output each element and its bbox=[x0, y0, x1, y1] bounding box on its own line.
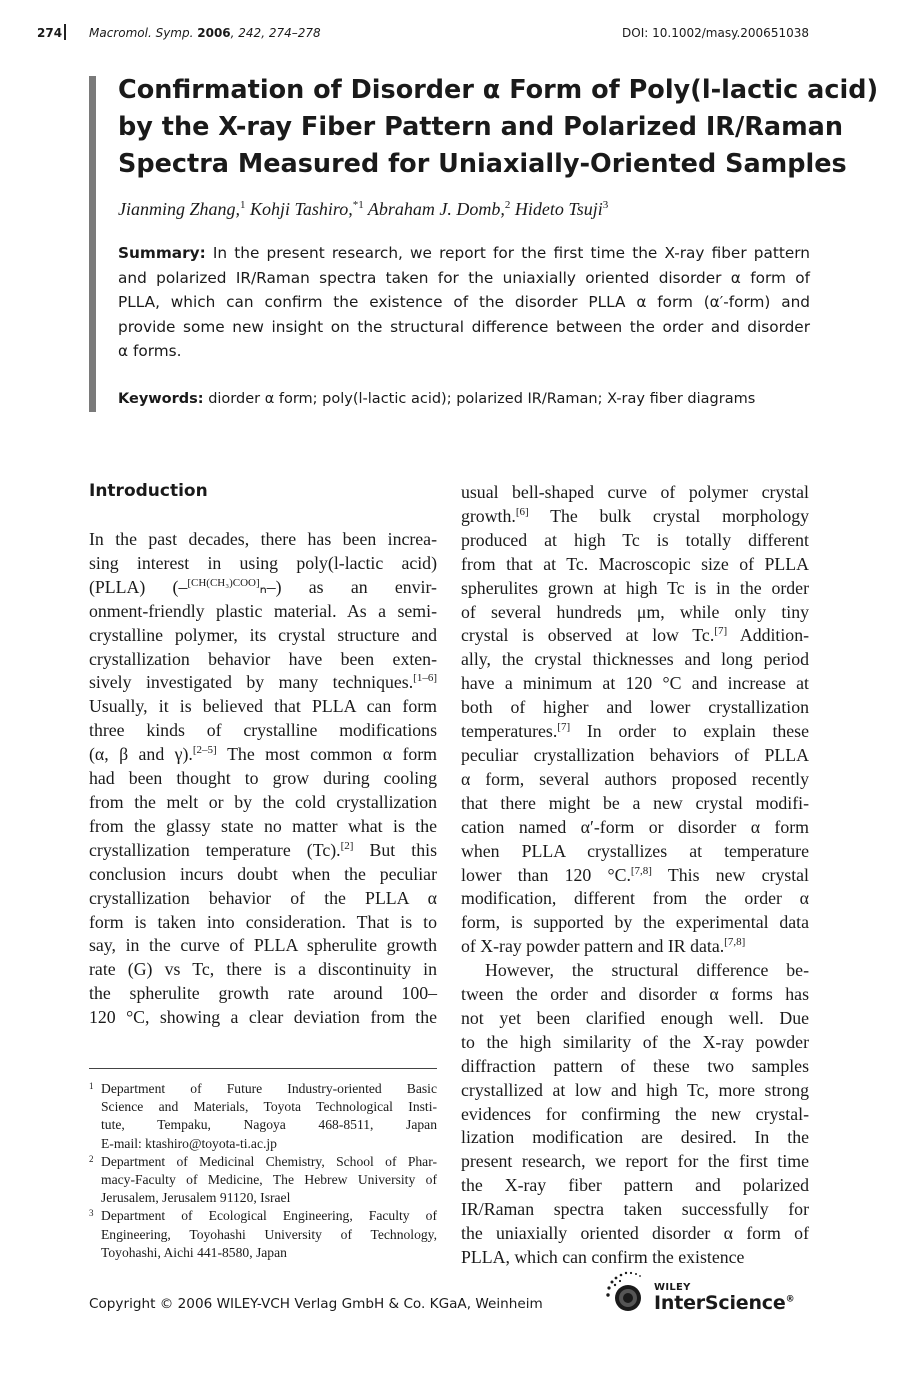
body-text-line: not yet been clarified enough well. Due bbox=[461, 1007, 809, 1028]
footnote-line: Department of Future Industry-oriented Basic bbox=[101, 1081, 437, 1096]
body-text-line: modification, different from the order α bbox=[461, 888, 809, 909]
body-text-line: crystallization behavior of the PLLA α bbox=[89, 887, 437, 908]
footnote-number: 3 bbox=[89, 1208, 94, 1219]
copyright-notice: Copyright © 2006 WILEY-VCH Verlag GmbH & Co. KGaA, Weinheim bbox=[89, 1296, 543, 1312]
author-name: Kohji Tashiro, bbox=[250, 199, 353, 219]
body-text-line: of several hundreds μm, while only tiny bbox=[461, 601, 809, 622]
body-text-line: diffraction pattern of these two samples bbox=[461, 1055, 809, 1076]
author-list bbox=[118, 199, 608, 220]
wiley-interscience-logo bbox=[604, 1268, 814, 1318]
summary-line: and polarized IR/Raman spectra taken for the uniaxially oriented disorder α form of bbox=[118, 268, 810, 287]
body-text-line: PLLA, which can confirm the existence bbox=[461, 1247, 745, 1267]
body-text-line: 120 °C, showing a clear deviation from the bbox=[89, 1007, 437, 1028]
body-text-line: both of higher and lower crystallization bbox=[461, 697, 809, 718]
body-text-line: have a minimum at 120 °C and increase at bbox=[461, 673, 809, 694]
title-line: by the X-ray Fiber Pattern and Polarized IR/Raman bbox=[118, 112, 844, 142]
body-column-right bbox=[461, 481, 809, 1270]
footnote-number: 2 bbox=[89, 1153, 94, 1164]
doi: DOI: 10.1002/masy.200651038 bbox=[622, 26, 809, 40]
footnote-line: macy-Faculty of Medicine, The Hebrew University of bbox=[101, 1172, 437, 1188]
body-text-line: In the past decades, there has been increa- bbox=[89, 529, 437, 549]
body-text-line: form, is supported by the experimental data bbox=[461, 912, 809, 933]
journal-citation bbox=[89, 26, 321, 40]
abstract-side-bar bbox=[89, 76, 96, 412]
body-text-line: evidences for confirming the new crystal- bbox=[461, 1103, 809, 1124]
affiliation-footnotes bbox=[89, 1080, 437, 1262]
body-text-line: sively investigated by many techniques.[1–6] bbox=[89, 672, 437, 693]
logo-wiley-text: WILEY bbox=[654, 1282, 691, 1293]
body-text-line: However, the structural difference be- bbox=[485, 960, 809, 981]
body-text-line: lization modification are desired. In the bbox=[461, 1127, 809, 1148]
body-text-line: Usually, it is believed that PLLA can form bbox=[89, 696, 437, 717]
body-text-line: onment-friendly plastic material. As a semi- bbox=[89, 600, 437, 621]
author-name: Hideto Tsuji bbox=[514, 199, 603, 219]
body-text-line: temperatures.[7] In order to explain these bbox=[461, 721, 809, 742]
footnote-divider bbox=[89, 1068, 437, 1069]
author-affiliation: 3 bbox=[602, 199, 609, 211]
body-text-line: the spherulite growth rate around 100– bbox=[89, 983, 437, 1004]
body-text-line: sing interest in using poly(l-lactic acid) bbox=[89, 552, 437, 573]
body-text-line: growth.[6] The bulk crystal morphology bbox=[461, 505, 809, 526]
journal-volume-pages: , 242, 274–278 bbox=[230, 26, 321, 40]
journal-name: Macromol. Symp. bbox=[89, 26, 194, 40]
footnote-affiliation bbox=[89, 1080, 437, 1153]
body-text-line: usual bell-shaped curve of polymer crystal bbox=[461, 482, 809, 502]
body-text-line: crystallization temperature (Tc).[2] But this bbox=[89, 839, 437, 860]
header-divider bbox=[64, 24, 66, 40]
body-text-line: conclusion incurs doubt when the peculiar bbox=[89, 863, 437, 884]
body-text-line: from the glassy state no matter what is the bbox=[89, 815, 437, 836]
journal-year: 2006 bbox=[197, 26, 231, 40]
footnote-line: Science and Materials, Toyota Technological Insti- bbox=[101, 1099, 437, 1115]
title-line: Confirmation of Disorder α Form of Poly(l-lactic acid) bbox=[118, 75, 879, 105]
body-text-line: from that at Tc. Macroscopic size of PLLA bbox=[461, 553, 809, 574]
body-text-line: (PLLA) (–[CH(CH₃)COO]ₙ–) as an envir- bbox=[89, 576, 437, 597]
section-heading-introduction: Introduction bbox=[89, 481, 208, 501]
summary-line bbox=[118, 241, 810, 266]
author-affiliation: *1 bbox=[352, 199, 364, 211]
body-text-line: (α, β and γ).[2–5] The most common α form bbox=[89, 744, 438, 765]
summary-text: In the present research, we report for the first time the X-ray fiber pattern bbox=[212, 244, 810, 262]
logo-interscience-text bbox=[654, 1292, 794, 1314]
summary-line: PLLA, which can confirm the existence of the disorder PLLA α form (α′-form) and bbox=[118, 293, 810, 311]
body-text-line: present research, we report for the first time bbox=[461, 1151, 809, 1172]
body-text-line: the X-ray fiber pattern and polarized bbox=[461, 1175, 809, 1196]
body-text-line: form is taken into consideration. That is to bbox=[89, 911, 437, 932]
body-text-line: lower than 120 °C.[7,8] This new crystal bbox=[461, 864, 809, 885]
body-text-line: when PLLA crystallizes at temperature bbox=[461, 840, 809, 861]
footnote-line: Engineering, Toyohashi University of Technology, bbox=[101, 1226, 437, 1242]
keywords-label: Keywords: bbox=[118, 391, 204, 407]
interscience-dot-swirl-icon bbox=[604, 1268, 652, 1318]
summary-line: α forms. bbox=[118, 342, 182, 360]
body-text-line: IR/Raman spectra taken successfully for bbox=[461, 1199, 809, 1220]
body-text-line: spherulites grown at high Tc is in the order bbox=[461, 577, 809, 598]
footnote-line: tute, Tempaku, Nagoya 468-8511, Japan bbox=[101, 1117, 437, 1133]
author-name: Abraham J. Domb, bbox=[367, 199, 505, 219]
body-text-line: say, in the curve of PLLA spherulite growth bbox=[89, 935, 437, 956]
body-text-line: that there might be a new crystal modifi- bbox=[461, 792, 809, 813]
logo-brand-large: InterScience bbox=[654, 1292, 786, 1314]
body-text-line: produced at high Tc is totally different bbox=[461, 529, 809, 550]
body-text-line: crystallized at low and high Tc, more strong bbox=[461, 1079, 809, 1100]
body-text-line: from the melt or by the cold crystallization bbox=[89, 791, 437, 812]
body-text-line: crystallization behavior have been exten- bbox=[89, 648, 437, 669]
abstract-summary bbox=[118, 241, 810, 364]
footnote-line: Department of Ecological Engineering, Faculty of bbox=[101, 1208, 437, 1224]
body-text-line: the uniaxially oriented disorder α form of bbox=[461, 1223, 809, 1244]
keywords bbox=[118, 391, 755, 407]
author-name: Jianming Zhang, bbox=[118, 199, 241, 219]
author-affiliation: 1 bbox=[240, 199, 246, 211]
footnote-affiliation bbox=[89, 1207, 437, 1262]
body-text-line: crystalline polymer, its crystal structure and bbox=[89, 624, 437, 645]
body-text-line: ally, the crystal thicknesses and long period bbox=[461, 649, 809, 670]
page-number: 274 bbox=[37, 26, 63, 40]
footnote-affiliation bbox=[89, 1153, 437, 1208]
body-text-line: tween the order and disorder α forms has bbox=[461, 984, 809, 1005]
summary-line: provide some new insight on the structural difference between the order and disorder bbox=[118, 317, 810, 336]
body-text-line: had been thought to grow during cooling bbox=[89, 768, 437, 789]
footnote-line: Toyohashi, Aichi 441-8580, Japan bbox=[101, 1244, 287, 1260]
keywords-text: diorder α form; poly(l-lactic acid); polarized IR/Raman; X-ray fiber diagrams bbox=[208, 391, 756, 407]
body-column-left bbox=[89, 528, 437, 1030]
body-text-line: three kinds of crystalline modifications bbox=[89, 720, 437, 741]
title-line: Spectra Measured for Uniaxially-Oriented Samples bbox=[118, 149, 847, 179]
body-text-line: to the high similarity of the X-ray powder bbox=[461, 1031, 809, 1052]
body-text-line: of X-ray powder pattern and IR data.[7,8] bbox=[461, 936, 746, 957]
author-affiliation: 2 bbox=[504, 199, 511, 211]
footnote-line: Department of Medicinal Chemistry, School of Phar- bbox=[101, 1153, 437, 1169]
body-text-line: crystal is observed at low Tc.[7] Addition- bbox=[461, 625, 810, 646]
body-text-line: cation named α′-form or disorder α form bbox=[461, 816, 809, 837]
footnote-line: Jerusalem, Jerusalem 91120, Israel bbox=[101, 1190, 291, 1206]
body-text-line: peculiar crystallization behaviors of PLLA bbox=[461, 744, 809, 765]
footnote-number: 1 bbox=[89, 1081, 94, 1091]
body-text-line: rate (G) vs Tc, there is a discontinuity in bbox=[89, 959, 437, 980]
summary-label: Summary: bbox=[118, 244, 206, 262]
article-title bbox=[118, 72, 879, 183]
logo-registered-mark: ® bbox=[785, 1294, 795, 1305]
body-text-line: α form, several authors proposed recently bbox=[461, 768, 809, 789]
footnote-line: E-mail: ktashiro@toyota-ti.ac.jp bbox=[101, 1135, 277, 1151]
